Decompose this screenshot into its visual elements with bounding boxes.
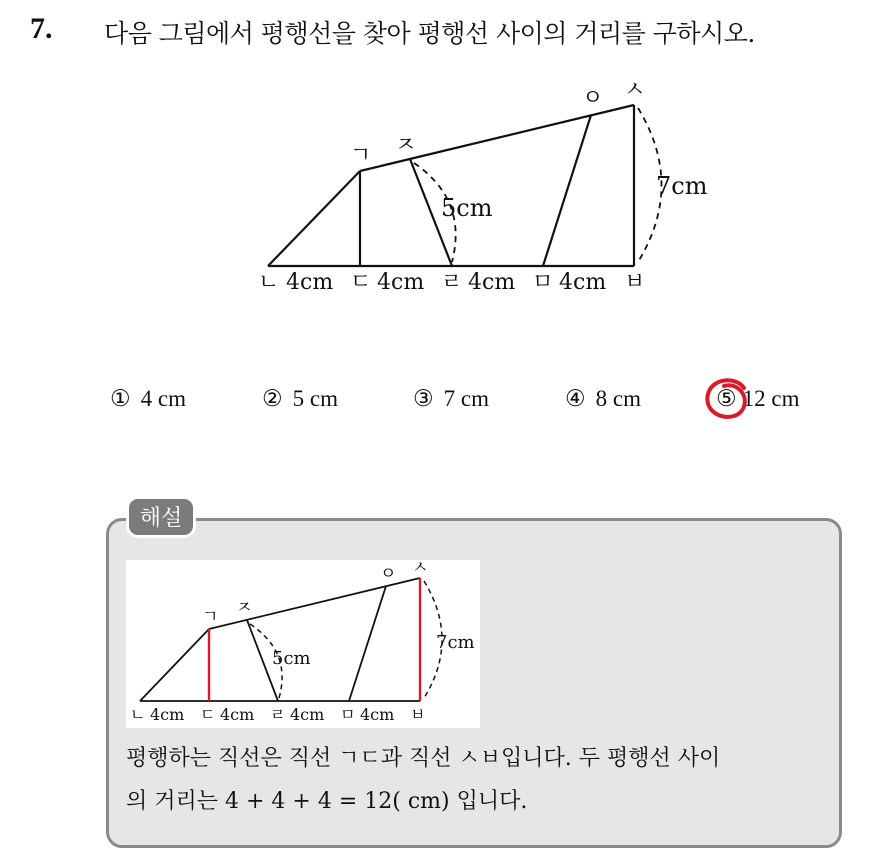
choice-5-text: 12 cm [742, 386, 800, 411]
choice-1-text: 4 cm [140, 386, 186, 411]
segment-length-2: 4cm [377, 270, 425, 295]
sol-bottom-label-n: ㄴ [130, 705, 146, 724]
segment-length-3: 4cm [468, 270, 516, 295]
vertex-label-o: ㅇ [582, 86, 604, 111]
solution-text-line-1: 평행하는 직선은 직선 ㄱㄷ과 직선 ㅅㅂ입니다. 두 평행선 사이 [126, 746, 721, 771]
sol-left-slant-line [140, 629, 209, 701]
sol-segment-om [349, 586, 386, 701]
question-figure [0, 0, 884, 320]
solution-figure [126, 560, 480, 728]
bottom-label-b: ㅂ [624, 270, 646, 295]
question-number: 7. [30, 12, 53, 45]
sol-bottom-label-d: ㄷ [200, 705, 216, 724]
sol-vertex-label-g: ㄱ [202, 607, 219, 627]
choice-3-symbol: ③ [413, 386, 434, 411]
sol-segment-length-4: 4cm [360, 705, 395, 724]
bottom-label-d: ㄷ [350, 270, 372, 295]
choice-1-symbol: ① [110, 386, 131, 411]
bottom-label-n: ㄴ [258, 270, 280, 295]
answer-circle-mark [700, 374, 754, 424]
sol-vertex-label-j: ㅈ [236, 598, 253, 618]
vertex-label-s: ㅅ [624, 78, 646, 103]
sol-height-length-label: 7cm [436, 632, 475, 653]
segment-length-4: 4cm [559, 270, 607, 295]
sol-bottom-label-r: ㄹ [270, 705, 286, 724]
slant-length-label: 5cm [441, 194, 493, 222]
sol-segment-length-3: 4cm [290, 705, 325, 724]
choice-3[interactable] [413, 386, 489, 412]
sol-bottom-label-b: ㅂ [410, 705, 426, 724]
height-length-label: 7cm [656, 172, 708, 200]
choice-3-text: 7 cm [443, 386, 489, 411]
choice-2[interactable] [262, 386, 338, 412]
bottom-label-r: ㄹ [441, 270, 463, 295]
choice-1[interactable] [110, 386, 186, 412]
vertex-label-j: ㅈ [395, 133, 417, 158]
vertex-label-g: ㄱ [350, 143, 372, 168]
sol-vertex-label-o: ㅇ [380, 564, 397, 584]
choice-4-symbol: ④ [565, 386, 586, 411]
bottom-label-m: ㅁ [532, 270, 554, 295]
choice-4-text: 8 cm [595, 386, 641, 411]
choice-2-text: 5 cm [292, 386, 338, 411]
solution-text-line-2: 의 거리는 4 + 4 + 4 = 12( cm) 입니다. [126, 789, 528, 814]
sol-bottom-label-m: ㅁ [340, 705, 356, 724]
left-slant-line [268, 171, 360, 266]
solution-tab: 해설 [126, 496, 196, 538]
sol-segment-length-1: 4cm [150, 705, 185, 724]
sol-vertex-label-s: ㅅ [412, 560, 429, 578]
sol-slant-length-label: 5cm [272, 648, 311, 669]
choice-5-symbol: ⑤ [716, 386, 737, 411]
sol-segment-length-2: 4cm [220, 705, 255, 724]
segment-om [543, 115, 591, 266]
segment-length-1: 4cm [286, 270, 334, 295]
choice-2-symbol: ② [262, 386, 283, 411]
question-text: 다음 그림에서 평행선을 찾아 평행선 사이의 거리를 구하시오. [104, 19, 755, 48]
choice-4[interactable] [565, 386, 641, 412]
